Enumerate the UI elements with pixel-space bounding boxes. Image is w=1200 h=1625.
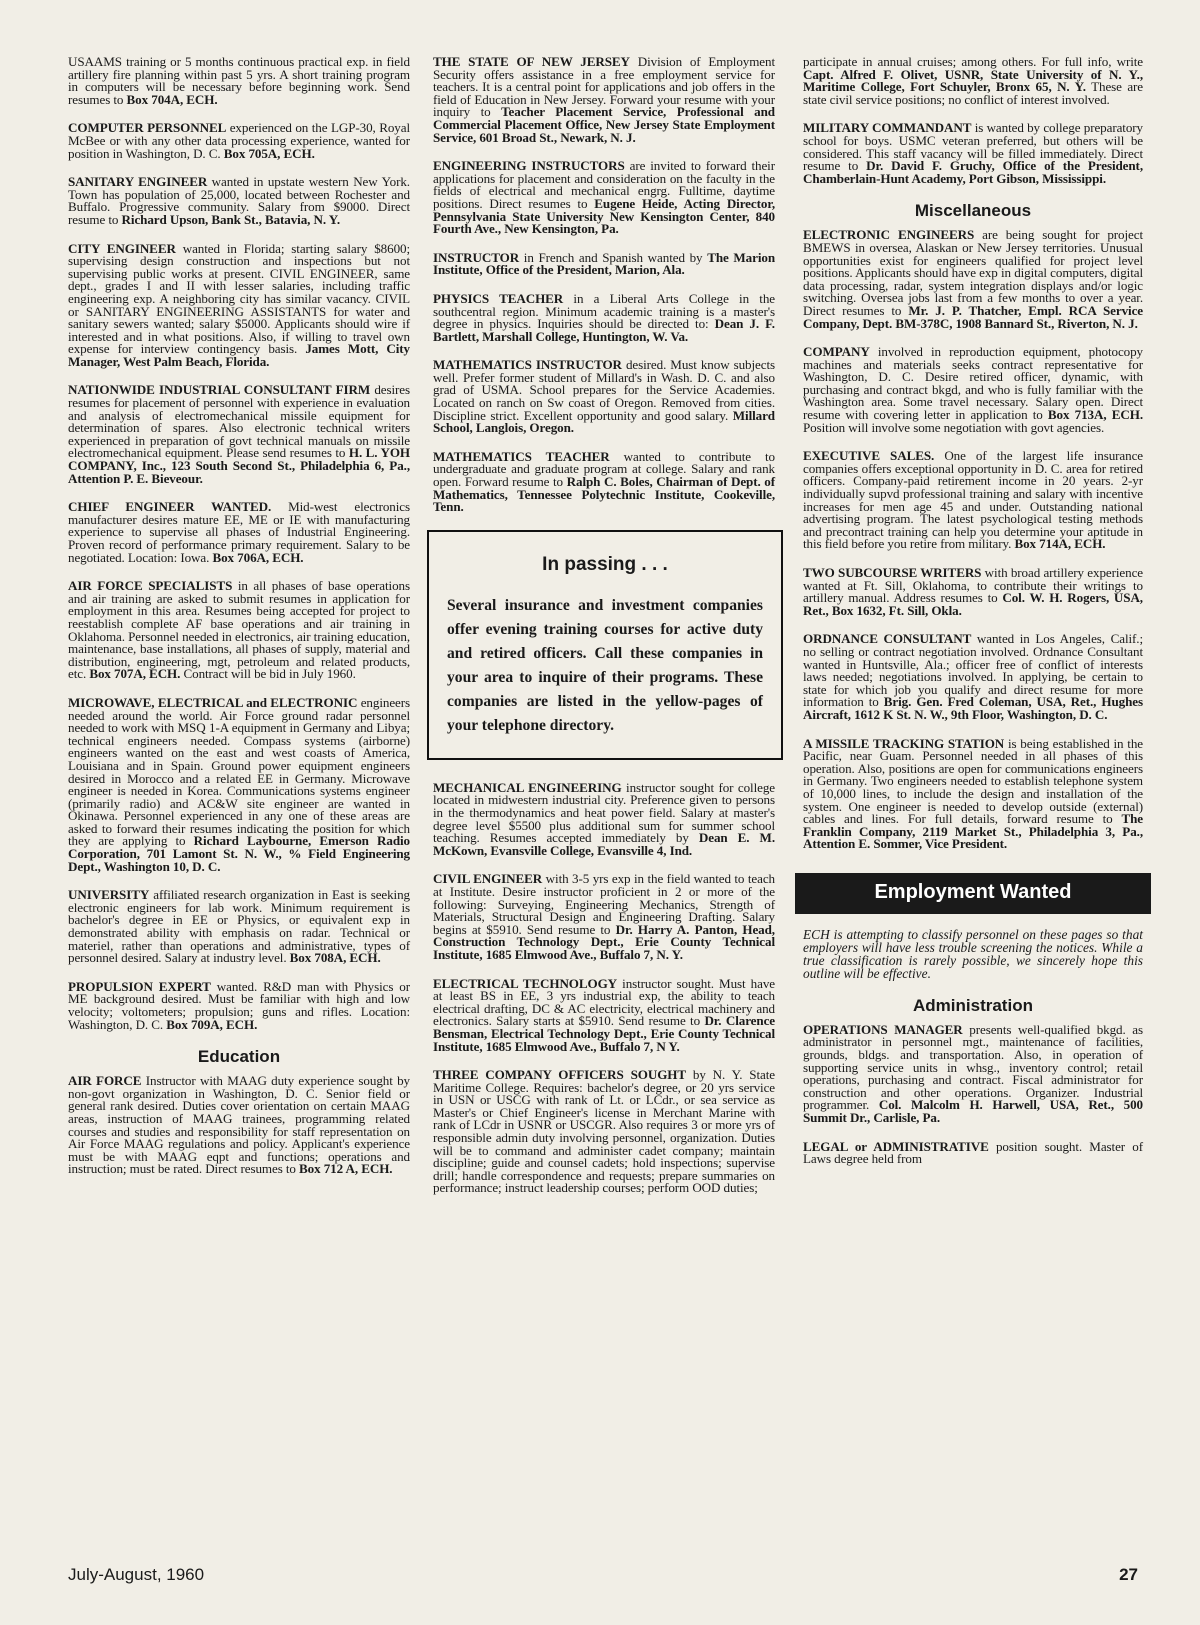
section-heading-miscellaneous: Miscellaneous xyxy=(914,201,1032,221)
classified-ad xyxy=(433,160,775,236)
ad-lead: ELECTRICAL TECHNOLOGY xyxy=(433,975,618,991)
ad-lead: AIR FORCE SPECIALISTS xyxy=(68,578,233,594)
ad-text: engineers needed around the world. Air Force ground radar personnel needed to work with MSQ 1-A equipment in Germany and Libya; technical engineers needed. Compass systems (airborne) engineers wanted on the east and west coasts of America, Louisiana and in Spain. Ground power equipment engineers desired in Morocco and a related EE in Germany. Microwave engineer is needed in Korea. Communications systems engineer (primarily radio) and AC&W site engineer are wanted in Okinawa. Personnel experienced in any one of these areas are asked to forward their resumes indicating the position for which they are applying to xyxy=(68,694,410,849)
ad-text: with 3-5 yrs exp in the field wanted to teach at Institute. Desire instructor proficient in 2 or more of the following: Surveying, Engineering Mechanics, Strength of Materials, Structural Design and Engineering Drafting. Salary begins at $5910. Send resume to xyxy=(433,871,775,937)
in-passing-box xyxy=(427,530,783,760)
section-heading-education: Education xyxy=(197,1047,281,1067)
classified-ad xyxy=(68,889,410,965)
ad-lead: CITY ENGINEER xyxy=(68,240,176,256)
ad-lead: ELECTRONIC ENGINEERS xyxy=(803,227,975,243)
ad-text: participate in annual cruises; among others. For full info, write xyxy=(803,54,1143,69)
ad-contact: Box 713A, ECH. xyxy=(1047,407,1143,423)
ad-lead: MATHEMATICS TEACHER xyxy=(433,448,610,464)
ad-text: Instructor with MAAG duty experience sought by non-govt organization in Washington, D. C. Senior field or general rank desired. Duties cover orientation on certain MAAG areas, instruction of MAAG trainees, programming related courses and studies and responsibility for staff representation on Air Force MAAG regulations and policy. Applicant's experience must be with MAAG eqpt and functions; operations and instruction; must be rated. Direct resumes to xyxy=(68,1073,410,1177)
ad-contact: Box 705A, ECH. xyxy=(223,145,315,161)
ad-contact: Millard School, Langlois, Oregon. xyxy=(433,407,775,436)
classified-ad xyxy=(433,1069,775,1195)
classified-ad xyxy=(68,978,410,1032)
ad-contact: Mr. J. P. Thatcher, Empl. RCA Service Company, Dept. BM-378C, 1908 Bannard St., Riverton, N. J. xyxy=(803,302,1143,331)
ad-text: is wanted by college preparatory school for boys. USMC veteran preferred, but others will be considered. This staff vacancy will be filled immediately. Direct resume to xyxy=(803,120,1143,174)
classified-ad xyxy=(68,384,410,485)
ad-contact: Dean J. F. Bartlett, Marshall College, Huntington, W. Va. xyxy=(433,316,775,344)
ad-contact: Box 714A, ECH. xyxy=(1014,536,1106,552)
ad-text: instructor sought for college located in midwestern industrial city. Preference given to persons in the thermodynamics and heat power field. Salary at master's degree level $5500 plus additional sum for summer school teaching. Resumes accepted immediately by xyxy=(433,779,775,846)
classified-ad xyxy=(803,56,1143,106)
ad-text: wanted in Florida; starting salary $8600; supervising design construction and inspections but not supervising public works at present. CIVIL ENGINEER, same dept., grades I and II with lesser salaries, including traffic engineering exp. A neighboring city has similar vacancy. CIVIL or SANITARY ENGINEERING ASSISTANTS for water and sanitary sewers wanted; salary $5000. Applicants should wire if interested and in what positions. Also, if willing to travel own expense for interview contingency basis. xyxy=(68,240,411,357)
ad-text: in a Liberal Arts College in the southcentral region. Minimum academic training is a master's degree in physics. Inquiries should be directed to: xyxy=(433,290,776,332)
ad-text: involved in reproduction equipment, photocopy machines and materials seeks contract representative for Washington, D. C. Desire retired officer, dynamic, with purchasing and contract bkgd, and who is fully familiar with the Washington area. Some travel necessary. Salary open. Direct resume with covering letter in application to xyxy=(803,344,1143,423)
classified-ad xyxy=(803,1138,1143,1167)
classified-ad xyxy=(68,56,410,106)
column-1 xyxy=(68,56,410,1192)
ad-lead: EXECUTIVE SALES. xyxy=(803,448,935,464)
ad-lead: SANITARY ENGINEER xyxy=(68,174,208,190)
ad-text: is being established in the Pacific, near Guam. Personnel needed in all phases of this operation. Also, positions are open for communications engineers in Germany. Two engineers needed to establish telephone system of 10,000 lines, to include the design and installation of the system. One engineer is needed to develop outside (external) cables and lines. For full details, forward resume to xyxy=(803,735,1143,827)
ad-text: are being sought for project BMEWS in oversea, Alaskan or New Jersey territories. Unusual opportunities exist for engineers qualified for project level positions. Applicants should have exp in digital computers, digital data processing, radar, system integration displays and/or logic switching. Oversea jobs last from a few months to over a year. Direct resumes to xyxy=(803,227,1143,318)
classified-ad xyxy=(803,735,1143,852)
ad-text: instructor sought. Must have at least BS in EE, 3 yrs industrial exp, the ability to teach electrical drafting, DC & AC electricity, electrical machinery and electronics. Salary starts at $5910. Send resume to xyxy=(433,975,775,1029)
ad-contact: The Marion Institute, Office of the President, Marion, Ala. xyxy=(433,249,775,278)
classified-ad xyxy=(803,229,1143,330)
classified-ad xyxy=(68,240,411,369)
ad-contact: Brig. Gen. Fred Coleman, USA, Ret., Hughes Aircraft, 1612 K St. N. W., 9th Floor, Washington, D. C. xyxy=(803,694,1143,722)
ad-contact: Col. W. H. Rogers, USA, Ret., Box 1632, Ft. Sill, Okla. xyxy=(803,590,1143,618)
ad-contact: Box 704A, ECH. xyxy=(126,91,218,107)
ad-lead: COMPUTER PERSONNEL xyxy=(68,120,227,136)
employment-wanted-banner: Employment Wanted xyxy=(795,873,1151,914)
ad-text: by N. Y. State Maritime College. Requires: bachelor's degree, or 20 yrs service in USN or USCG with rank of Lt. or LCdr., or sea service as Master's or Chief Engineer's license in Merchant Marine with rank of LCdr in USNR or USCGR. Also requires 3 or more yrs of responsible admin duty involving personnel, organization. Duties will be to command and administer cadet company; maintain discipline; guide and counsel cadets; hold inspections; supervise drill; handle correspondence and requests; prepare summaries on performance; instruct leadership courses; perform OOD duties; xyxy=(433,1067,775,1196)
ad-contact: Eugene Heide, Acting Director, Pennsylvania State University New Kensington Center, 840 Fourth Ave., New Kensington, Pa. xyxy=(433,195,775,237)
ad-contact: Col. Malcolm H. Harwell, USA, Ret., 500 Summit Dr., Carlisle, Pa. xyxy=(803,1097,1144,1126)
ad-contact: Box 707A, ECH. xyxy=(89,666,181,682)
ad-contact: Box 708A, ECH. xyxy=(289,950,381,966)
classified-ad xyxy=(433,448,776,515)
ad-lead: LEGAL or ADMINISTRATIVE xyxy=(803,1138,989,1154)
ad-text: Division of Employment Security offers assistance in a free employment service for teachers. It is a central point for applications and job offers in the field of Education in New Jersey. Forward your resume with your inquiry to xyxy=(433,54,775,120)
ad-text: desires resumes for placement of personnel with experience in evaluation and analysis of electromechanical missile equipment for determination of spares. Also electronic technical writers experienced in preparation of govt technical manuals on missile electromechanical equipment. Please send resumes to xyxy=(68,382,410,461)
ad-text: wanted in upstate western New York. Town has population of 25,000, located between Rochester and Buffalo. Progressive community. Salary from $9000. Direct resume to xyxy=(68,174,410,227)
page-number: 27 xyxy=(1119,1565,1138,1584)
column-3 xyxy=(803,56,1143,1182)
classified-ad xyxy=(803,346,1143,434)
ad-lead: AIR FORCE xyxy=(68,1073,142,1089)
classified-ad xyxy=(68,580,410,681)
ad-contact: James Mott, City Manager, West Palm Beach, Florida. xyxy=(68,341,410,369)
ad-text: are invited to forward their applications for placement and consideration on the faculty in the fields of electrical and mechanical engrg. Fulltime, daytime positions. Direct resumes to xyxy=(433,158,775,211)
classified-ad xyxy=(433,290,776,344)
classified-ad xyxy=(803,122,1143,185)
ad-contact: Box 709A, ECH. xyxy=(166,1016,258,1032)
ad-lead: MECHANICAL ENGINEERING xyxy=(433,779,622,795)
classified-ad xyxy=(68,501,410,564)
ad-tail: Position will involve some negotiation with govt agencies. xyxy=(803,419,1105,435)
ad-contact: Dr. Clarence Bensman, Electrical Technology Dept., Erie County Technical Institute, 1685 Elmwood Ave., Buffalo 7, N Y. xyxy=(433,1013,775,1054)
classified-ad xyxy=(433,779,775,858)
ad-lead: THREE COMPANY OFFICERS SOUGHT xyxy=(433,1067,687,1083)
in-passing-body: Several insurance and investment companies offer evening training courses for active duty and retired officers. Call these companies in your area to inquire of their programs. These companies are listed in the yellow-pages of your telephone directory. xyxy=(447,596,763,734)
ad-text: wanted in Los Angeles, Calif.; no selling or contract negotiation involved. Ordnance Consultant wanted in Huntsville, Ala.; officer free of conflict of interests laws needed; negotiations involved. In applying, be certain to state for which job you qualify and direct resume for more information to xyxy=(803,631,1143,710)
classified-ad xyxy=(803,1021,1144,1126)
classified-ad xyxy=(803,567,1143,617)
ad-contact: Capt. Alfred F. Olivet, USNR, State University of N. Y., Maritime College, Fort Schuyler, Bronx 65, N. Y. xyxy=(803,66,1143,95)
ad-lead: A MISSILE TRACKING STATION xyxy=(803,735,1005,751)
ad-contact: Box 706A, ECH. xyxy=(212,549,304,565)
classified-ad xyxy=(68,1075,410,1176)
ad-tail: Contract will be bid in July 1960. xyxy=(180,666,356,682)
ad-text: presents well-qualified bkgd. as administrator in personnel mgt., maintenance of facilities, grounds, bldgs. and transportation. Also, in operation of supporting service units in whsg., inventory control; retail operations, purchasing and contract. Fiscal administrator for construction and other operations. Organizer. Industrial programmer. xyxy=(803,1021,1144,1113)
ad-lead: NATIONWIDE INDUSTRIAL CONSULTANT FIRM xyxy=(68,382,371,398)
ad-text: desired. Must know subjects well. Prefer former student of Millard's in Wash. D. C. and also grad of USMA. School prepares for the Service Academies. Located on ranch on Sw coast of Oregon. Removed from cities. Discipline strict. Excellent opportunity and good salary. xyxy=(433,357,775,423)
ad-text: with broad artillery experience wanted at Ft. Sill, Oklahoma, to contribute their writings to artillery manual. Address resumes to xyxy=(803,565,1143,606)
ad-lead: CIVIL ENGINEER xyxy=(433,871,543,887)
issue-date: July-August, 1960 xyxy=(68,1565,205,1584)
ad-contact: Richard Laybourne, Emerson Radio Corporation, 701 Lamont St. N. W., % Field Engineering Dept., Washington 10, D. C. xyxy=(68,833,410,874)
ad-contact: Ralph C. Boles, Chairman of Dept. of Mathematics, Tennessee Polytechnic Institute, Cookeville, Tenn. xyxy=(433,474,776,515)
ad-lead: COMPANY xyxy=(803,344,870,360)
ad-lead: MATHEMATICS INSTRUCTOR xyxy=(433,357,622,373)
classification-note: ECH is attempting to classify personnel on these pages so that employers will have less trouble screening the notices. While a true classification is rarely possible, we sincerely hope this outline will be effective. xyxy=(803,926,1143,981)
ad-lead: OPERATIONS MANAGER xyxy=(803,1021,963,1037)
ad-lead: MICROWAVE, ELECTRICAL and ELECTRONIC xyxy=(68,694,358,710)
ad-text: in all phases of base operations and air training are asked to submit resumes in application for employment in this area. Resumes being accepted for project to reestablish complete AF base operations and air training in Oklahoma. Personnel needed in electronics, air training education, maintenance, base installations, all phases of supply, material and distribution, engineering, mgt, petroleum and related products, etc. xyxy=(68,578,410,682)
ad-lead: PHYSICS TEACHER xyxy=(433,290,564,306)
ad-tail: These are state civil service positions; no conflict of interest involved. xyxy=(803,79,1144,107)
ad-lead: UNIVERSITY xyxy=(68,887,150,903)
ad-contact: H. L. YOH COMPANY, Inc., 123 South Second St., Philadelphia 6, Pa., Attention P. E. Bieveour. xyxy=(68,445,411,486)
classified-ad xyxy=(803,633,1143,721)
ad-contact: Box 712 A, ECH. xyxy=(299,1161,393,1177)
ad-contact: Dean E. M. McKown, Evansville College, Evansville 4, Ind. xyxy=(433,830,775,858)
section-heading-administration: Administration xyxy=(913,995,1033,1015)
classified-ad xyxy=(433,56,775,144)
ad-text: USAAMS training or 5 months continuous practical exp. in field artillery fire planning within past 5 yrs. A short training program in computers will be necessary before beginning work. Send resumes to xyxy=(68,54,410,107)
ad-text: in French and Spanish wanted by xyxy=(519,249,708,265)
ad-contact: Teacher Placement Service, Professional and Commercial Placement Office, New Jersey State Employment Service, 601 Broad St., Newark, N. J. xyxy=(433,104,775,145)
classified-ad xyxy=(433,873,775,961)
classified-ad xyxy=(803,450,1143,551)
classified-ad xyxy=(433,249,775,278)
ad-contact: Richard Upson, Bank St., Batavia, N. Y. xyxy=(121,211,341,227)
column-2 xyxy=(433,56,775,1211)
ad-contact: The Franklin Company, 2119 Market St., Philadelphia 3, Pa., Attention E. Sommer, Vice President. xyxy=(803,811,1143,852)
classified-ad xyxy=(68,176,410,226)
ad-text: wanted to contribute to undergraduate and graduate program at college. Salary and rank open. Forward resume to xyxy=(433,448,775,490)
ad-lead: TWO SUBCOURSE WRITERS xyxy=(803,565,982,580)
ad-text: wanted. R&D man with Physics or ME background desired. Must be familiar with high and low velocity; voltometers; propulsion; guns and rifles. Location: Washington, D. C. xyxy=(68,978,410,1032)
ad-contact: Dr. Harry A. Panton, Head, Construction Technology Dept., Erie County Technical Institute, 1685 Elmwood Ave., Buffalo 7, N. Y. xyxy=(433,921,775,962)
ad-lead: CHIEF ENGINEER WANTED. xyxy=(68,499,272,515)
classified-ad xyxy=(68,694,410,874)
ad-text: position sought. Master of Laws degree held from xyxy=(803,1138,1143,1167)
ad-text: One of the largest life insurance companies offers exceptional opportunity in D. C. area for retired officers. Company-paid retirement income in 20 years. 2-yr individually supvd professional training and salary with incentive increases for men age 45 and under. Outstanding national advertising program. The latest psychological testing methods and precontract training can help you determine your aptitude in this field before you retire from military. xyxy=(803,448,1143,552)
classified-ad xyxy=(68,122,410,160)
ad-lead: ORDNANCE CONSULTANT xyxy=(803,631,972,647)
ad-contact: Dr. David F. Gruchy, Office of the President, Chamberlain-Hunt Academy, Port Gibson, Mississippi. xyxy=(803,158,1143,186)
ad-text: affiliated research organization in East is seeking electronic engineers for lab work. Minimum requirement is bachelor's degree in EE or Physics, or equivalent exp in demonstrated ability with emphasis on radar. Technical or materiel, rather than operations and administrative, types of personnel desired. Salary at industry level. xyxy=(68,887,410,966)
ad-text: experienced on the LGP-30, Royal McBee or with any other data processing experience, wanted for position in Washington, D. C. xyxy=(68,120,410,161)
ad-text: Mid-west electronics manufacturer desires mature EE, ME or IE with manufacturing experience to supervise all phases of Industrial Engineering. Proven record of performance primary requirement. Salary to be negotiated. Location: Iowa. xyxy=(68,499,410,565)
classified-ad xyxy=(433,975,775,1054)
ad-lead: ENGINEERING INSTRUCTORS xyxy=(433,158,625,174)
ad-lead: THE STATE OF NEW JERSEY xyxy=(433,54,630,69)
ad-lead: INSTRUCTOR xyxy=(433,249,520,265)
ad-lead: MILITARY COMMANDANT xyxy=(803,120,972,136)
classified-ad xyxy=(433,359,775,435)
in-passing-title: In passing . . . xyxy=(542,553,668,575)
ad-lead: PROPULSION EXPERT xyxy=(68,978,211,994)
